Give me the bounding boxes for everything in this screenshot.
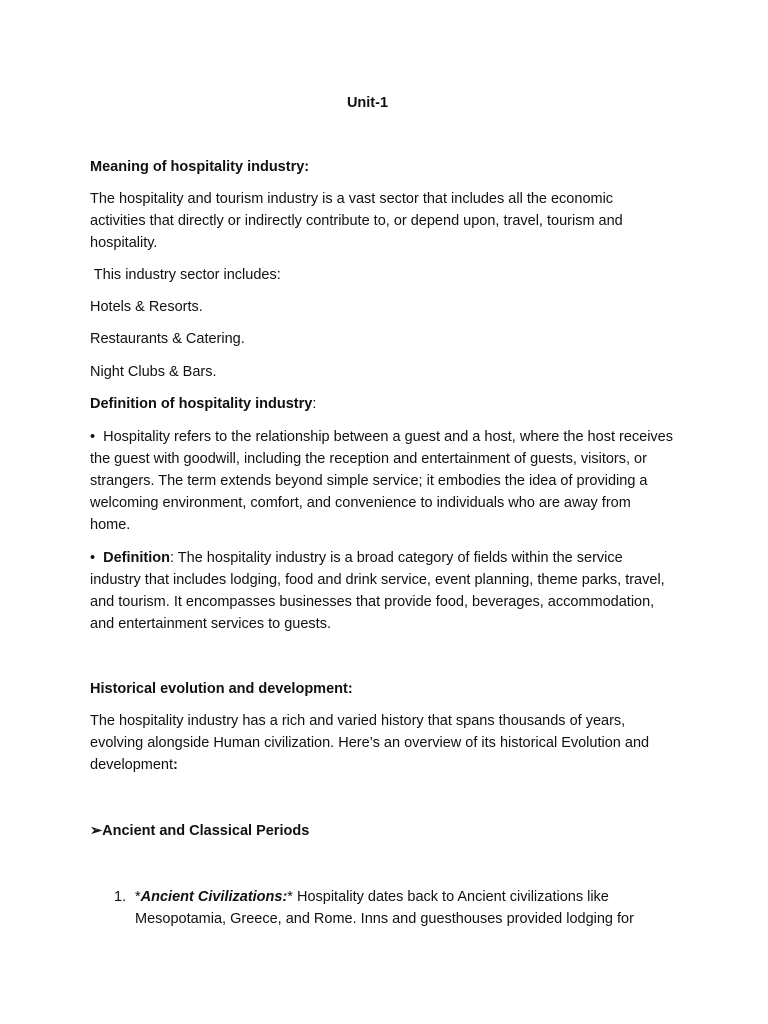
definition-heading-label: Definition of hospitality industry xyxy=(90,396,313,412)
unit-title: Unit-1 xyxy=(346,95,389,111)
ancient-heading-label: Ancient and Classical Periods xyxy=(102,823,310,839)
bullet1-line: the guest with goodwill, including the reception and entertainment of guests, visitors, or xyxy=(90,451,647,467)
bullet1-line: strangers. The term extends beyond simple service; it embodies the idea of providing a xyxy=(90,473,648,489)
meaning-para-line: activities that directly or indirectly contribute to, or depend upon, travel, tourism and xyxy=(90,213,623,229)
meaning-para-line: The hospitality and tourism industry is a vast sector that includes all the economic xyxy=(90,191,614,207)
sector-item: Hotels & Resorts. xyxy=(90,299,203,315)
ancient-heading xyxy=(90,820,309,842)
history-para-line: The hospitality industry has a rich and varied history that spans thousands of years, xyxy=(90,713,626,729)
history-last-text: development xyxy=(90,757,174,773)
bullet1-line: welcoming environment, comfort, and convenience to individuals who are away from xyxy=(90,495,631,511)
arrow-bullet-icon: ➢ xyxy=(90,823,103,839)
list-item-number: 1. xyxy=(114,889,127,905)
list-item-first-line xyxy=(135,886,609,908)
definition-heading-colon: : xyxy=(312,396,317,412)
history-last-colon: : xyxy=(173,757,178,773)
bullet2-term: Definition xyxy=(103,550,170,566)
sector-item: Night Clubs & Bars. xyxy=(90,364,217,380)
meaning-para-line: hospitality. xyxy=(90,235,158,251)
item-first-tail: * Hospitality dates back to Ancient civilizations like xyxy=(287,889,609,905)
meaning-heading: Meaning of hospitality industry: xyxy=(90,159,310,175)
definition-heading xyxy=(90,393,316,415)
bullet2-line: and entertainment services to guests. xyxy=(90,616,331,632)
history-heading: Historical evolution and development: xyxy=(90,681,353,697)
bullet2-marker: • xyxy=(90,550,104,566)
bullet2-line: and tourism. It encompasses businesses that provide food, beverages, accommodation, xyxy=(90,594,655,610)
bullet1-line: home. xyxy=(90,517,131,533)
bullet2-line: industry that includes lodging, food and drink service, event planning, theme parks, travel, xyxy=(90,572,665,588)
item-star-open: * xyxy=(135,889,141,905)
sector-item: Restaurants & Catering. xyxy=(90,331,245,347)
list-item-line: Mesopotamia, Greece, and Rome. Inns and guesthouses provided lodging for xyxy=(135,911,634,927)
bullet1-line: • Hospitality refers to the relationship between a guest and a host, where the host receives xyxy=(90,429,673,445)
sector-intro: This industry sector includes: xyxy=(90,267,281,283)
item-term: Ancient Civilizations: xyxy=(140,889,288,905)
history-para-last-line xyxy=(90,754,178,776)
bullet2-first-line xyxy=(90,547,623,569)
bullet2-tail: : The hospitality industry is a broad category of fields within the service xyxy=(170,550,623,566)
history-para-line: evolving alongside Human civilization. Here’s an overview of its historical Evolution and xyxy=(90,735,650,751)
